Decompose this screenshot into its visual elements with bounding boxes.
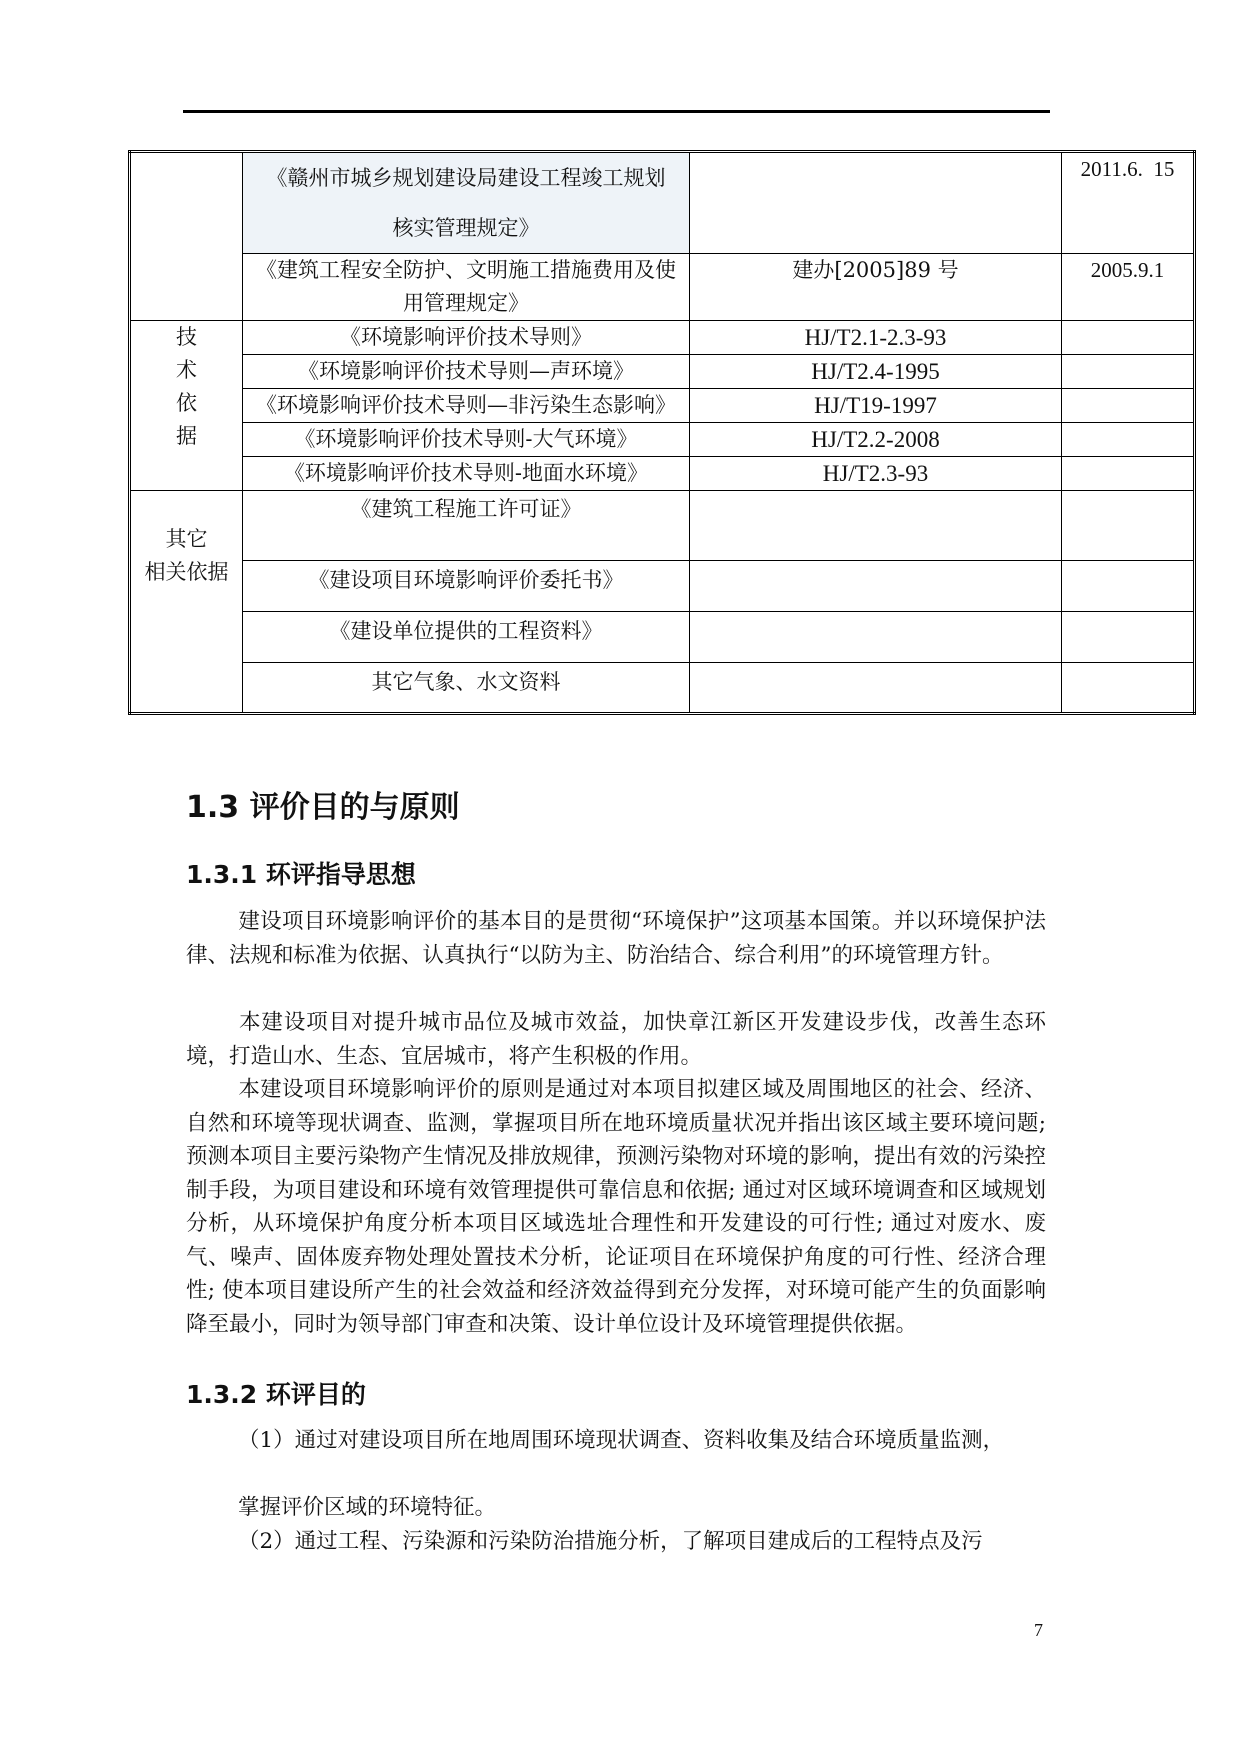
doc-name-cell: 《环境影响评价技术导则-地面水环境》 — [243, 457, 690, 491]
doc-number-cell: 建办[2005]89 号 — [690, 254, 1062, 321]
doc-number-cell — [690, 612, 1062, 663]
table-row — [130, 457, 1195, 491]
table-row — [130, 423, 1195, 457]
doc-date-cell — [1062, 355, 1195, 389]
page-number: 7 — [1034, 1620, 1043, 1640]
doc-number-cell: HJ/T19-1997 — [690, 389, 1062, 423]
doc-date-cell — [1062, 612, 1195, 663]
doc-number-cell — [690, 491, 1062, 561]
doc-name-cell: 《建设单位提供的工程资料》 — [243, 612, 690, 663]
category-cell-empty — [130, 152, 243, 321]
subsection-title-guiding: 1.3.1 环评指导思想 — [186, 860, 416, 889]
table-row — [130, 663, 1195, 714]
doc-date-cell: 2011.6. 15 — [1062, 152, 1195, 254]
table-row — [130, 491, 1195, 561]
doc-name-cell: 《环境影响评价技术导则-大气环境》 — [243, 423, 690, 457]
table-row — [130, 389, 1195, 423]
section-title: 1.3 评价目的与原则 — [186, 790, 460, 825]
doc-name-cell: 《环境影响评价技术导则》 — [243, 321, 690, 355]
doc-date-cell — [1062, 663, 1195, 714]
doc-date-cell — [1062, 423, 1195, 457]
doc-number-cell — [690, 663, 1062, 714]
table-row — [130, 152, 1195, 254]
category-cell-tech: 技 术 依 据 — [130, 321, 243, 491]
paragraph: （1）通过对建设项目所在地周围环境现状调查、资料收集及结合环境质量监测， — [238, 1428, 1005, 1453]
paragraph: 本建设项目对提升城市品位及城市效益，加快章江新区开发建设步伐，改善生态环境，打造山水、生态、宜居城市，将产生积极的作用。 — [186, 1010, 1046, 1069]
basis-table — [128, 150, 1196, 715]
paragraph: （2）通过工程、污染源和污染防治措施分析，了解项目建成后的工程特点及污 — [238, 1529, 983, 1554]
paragraph: 本建设项目环境影响评价的原则是通过对本项目拟建区域及周围地区的社会、经济、自然和环境等现状调查、监测，掌握项目所在地环境质量状况并指出该区域主要环境问题; 预测本项目主要污染物产生情况及排放规律，预测污染物对环境的影响，提出有效的污染控制手段，为项目建设和环境有效管理提供可靠信息和依据; 通过对区域环境调查和区域规划分析，从环境保护角度分析本项目区域选址合理性和开发建设的可行性; 通过对废水、废气、噪声、固体废弃物处理处置技术分析，论证项目在环境保护角度的可行性、经济合理性; 使本项目建设所产生的社会效益和经济效益得到充分发挥，对环境可能产生的负面影响降至最小，同时为领导部门审查和决策、设计单位设计及环境管理提供依据。 — [186, 1077, 1047, 1337]
doc-name-cell: 《建筑工程安全防护、文明施工措施费用及使 用管理规定》 — [243, 254, 690, 321]
doc-date-cell — [1062, 457, 1195, 491]
doc-date-cell: 2005.9.1 — [1062, 254, 1195, 321]
doc-name-cell: 《环境影响评价技术导则—声环境》 — [243, 355, 690, 389]
doc-number-cell — [690, 152, 1062, 254]
paragraph: 掌握评价区域的环境特征。 — [238, 1495, 497, 1520]
doc-number-cell: HJ/T2.3-93 — [690, 457, 1062, 491]
doc-number-cell: HJ/T2.4-1995 — [690, 355, 1062, 389]
doc-date-cell — [1062, 491, 1195, 561]
table-row — [130, 254, 1195, 321]
paragraph: 建设项目环境影响评价的基本目的是贯彻“环境保护”这项基本国策。并以环境保护法律、法规和标准为依据、认真执行“以防为主、防治结合、综合利用”的环境管理方针。 — [186, 909, 1046, 968]
subsection-title-purpose: 1.3.2 环评目的 — [186, 1380, 366, 1409]
doc-number-cell — [690, 561, 1062, 612]
doc-name-cell: 其它气象、水文资料 — [243, 663, 690, 714]
doc-name-cell: 《赣州市城乡规划建设局建设工程竣工规划 核实管理规定》 — [243, 152, 690, 254]
header-rule — [183, 110, 1050, 113]
table-row — [130, 321, 1195, 355]
table-row — [130, 612, 1195, 663]
doc-name-cell: 《环境影响评价技术导则—非污染生态影响》 — [243, 389, 690, 423]
doc-number-cell: HJ/T2.2-2008 — [690, 423, 1062, 457]
table-row — [130, 355, 1195, 389]
table-row — [130, 561, 1195, 612]
doc-date-cell — [1062, 389, 1195, 423]
doc-number-cell: HJ/T2.1-2.3-93 — [690, 321, 1062, 355]
doc-name-cell: 《建设项目环境影响评价委托书》 — [243, 561, 690, 612]
doc-date-cell — [1062, 321, 1195, 355]
category-cell-other: 其它 相关依据 — [130, 491, 243, 714]
doc-date-cell — [1062, 561, 1195, 612]
doc-name-cell: 《建筑工程施工许可证》 — [243, 491, 690, 561]
